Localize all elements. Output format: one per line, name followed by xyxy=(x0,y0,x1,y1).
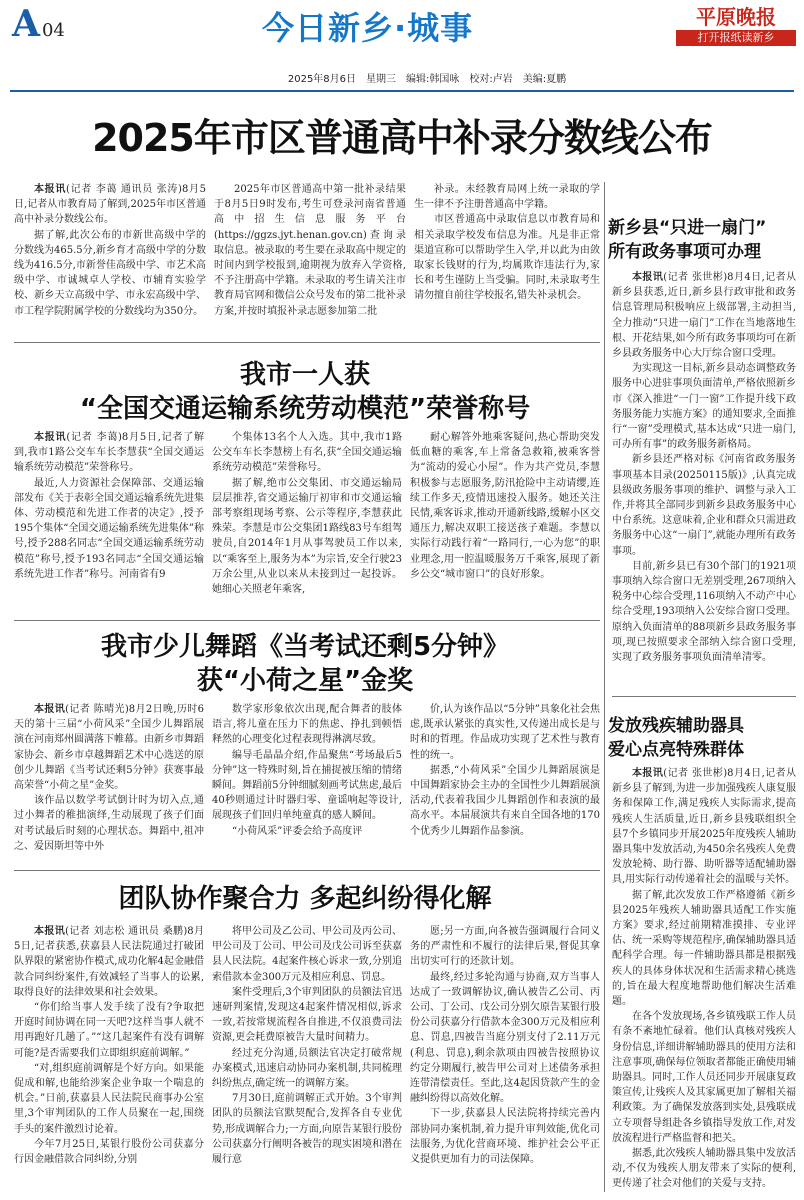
paragraph xyxy=(212,430,402,476)
paragraph xyxy=(14,228,206,319)
paragraph-text: “小荷风采”评委会给予高度评 xyxy=(232,825,363,837)
article2-headline-line1: 我市一人获 xyxy=(239,360,370,390)
page-letter: A xyxy=(12,3,40,45)
article2-col2 xyxy=(212,430,402,615)
newspaper-logo xyxy=(676,6,796,46)
main-headline: 2025年市区普通高中补录分数线公布 xyxy=(92,116,712,160)
article3-headline-line1: 我市少儿舞蹈《当考试还剩5分钟》 xyxy=(100,632,510,662)
article3-col3 xyxy=(410,702,600,864)
dateline-lead: 本报讯 xyxy=(34,704,66,715)
side1-body xyxy=(612,270,796,690)
paragraph xyxy=(414,212,600,303)
side2-headline xyxy=(608,714,796,762)
paragraph xyxy=(214,182,406,319)
article4-headline: 团队协作聚合力 多起纠纷得化解 xyxy=(118,884,492,914)
main-article-col1 xyxy=(14,182,206,332)
paragraph-text: 新乡县还严格对标《河南省政务服务事项基本目录(20250115版)》,认真完成县级政务服务事项的维护、调整与录入工作,并将其全部同步到新乡县政务服务中心中台系统。这意味着,企业和群众只需进政务服务中心这“一扇门”,就能办理所有政务事项。 xyxy=(612,454,796,557)
paragraph xyxy=(410,970,600,1107)
paragraph xyxy=(410,430,600,582)
article3-headline-line2: 获“小荷之星”金奖 xyxy=(196,666,414,696)
side2-headline-line1: 发放残疾辅助器具 xyxy=(608,716,744,736)
paragraph-text: (记者 陈晴光)8月2日晚,历时6天的第十三届“小荷风采”全国少儿舞蹈展演在河南郑州圆满落下帷幕。由新乡市舞蹈家协会、新乡市卓越舞蹈艺术中心选送的原创少儿舞蹈《当考试还剩5分钟》获赛事最高荣誉“小荷之星”金奖。 xyxy=(14,704,204,792)
column-divider xyxy=(604,182,605,1192)
paragraph xyxy=(410,702,600,763)
logo-text: 平原晚报 xyxy=(696,5,776,29)
paragraph xyxy=(212,1091,402,1167)
paragraph-text: 编导毛晶晶介绍,作品聚焦“考场最后5分钟”这一特殊时刻,旨在捕捉被压缩的情绪瞬间。舞蹈前5分钟细腻刻画考试焦虑,最后40秒则通过计时器归零、童谣响起等设计,展现孩子们回归单纯童真的感人瞬间。 xyxy=(212,749,402,822)
main-article-col2 xyxy=(214,182,406,332)
paragraph xyxy=(612,1146,796,1192)
side1-headline xyxy=(608,216,796,264)
page-num: 04 xyxy=(41,20,65,41)
logo-slogan: 打开报纸读新乡 xyxy=(676,30,796,46)
paragraph xyxy=(612,888,796,1010)
paragraph-text: 在各个发放现场,各乡镇残联工作人员有条不紊地忙碌着。他们认真核对残疾人身份信息,详细讲解辅助器具的使用方法和注意事项,确保每位领取者都能正确使用辅助器具。同时,工作人员还同步开展康复政策宣传,让残疾人及其家属更加了解相关福利政策。为了确保发放落到实处,县残联成立专项督导组赴各乡镇指导发放工作,对发放流程进行严格监督和把关。 xyxy=(612,1011,796,1144)
paragraph-text: 为实现这一目标,新乡县动态调整政务服务中心进驻事项负面清单,严格依照新乡市《深入推进“一门一窗”工作提升线下政务服务能力实施方案》的通知要求,全面推行“一窗”受理模式,基本达成“只进一扇门,可办所有事”的政务服务新格局。 xyxy=(612,363,796,451)
paragraph xyxy=(410,924,600,970)
article3-col2 xyxy=(212,702,402,864)
paragraph xyxy=(212,476,402,598)
side1-headline-line1: 新乡县“只进一扇门” xyxy=(608,218,767,238)
paragraph-text: 价,认为该作品以“5分钟”具象化社会焦虑,既承认紧张的真实性,又传递出成长是与时和的哲理。作品成功实现了艺术性与教育性的统一。 xyxy=(410,704,600,761)
paragraph-text: 今年7月25日,某银行股份公司获嘉分行因金融借款合同纠纷,分别 xyxy=(14,1138,204,1166)
paragraph xyxy=(212,1046,402,1092)
paragraph xyxy=(14,1061,204,1137)
paragraph xyxy=(14,430,204,476)
side2-headline-line2: 爱心点亮特殊群体 xyxy=(608,740,744,760)
paragraph-text: 市区普通高中录取信息以市教育局和相关录取学校发布信息为准。凡是非正常渠道宣称可以帮助学生入学,并以此为由敛取家长钱财的行为,均属欺诈违法行为,家长和考生谨防上当受骗。同时,未录取考生请勿擅自前往学校报名,错失补录机会。 xyxy=(414,214,600,302)
article4-col1 xyxy=(14,924,204,1194)
paragraph-text: 下一步,获嘉县人民法院将持续完善内部协同办案机制,着力提升审判效能,优化司法服务,为优化营商环境、维护社会公平正义提供更加有力的司法保障。 xyxy=(410,1108,600,1166)
issue-info: 2025年8月6日 星期三 编辑:韩国咏 校对:卢岩 美编:夏鹏 xyxy=(287,74,567,85)
article4-col3 xyxy=(410,924,600,1194)
paragraph xyxy=(14,1137,204,1167)
dateline-lead: 本报讯 xyxy=(34,926,66,937)
paragraph xyxy=(612,270,796,361)
dateline-lead: 本报讯 xyxy=(632,768,664,779)
side1-headline-line2: 所有政务事项可办理 xyxy=(608,242,761,262)
paragraph-text: 个集体13名个人入选。其中,我市1路公交车车长李慧榜上有名,获“全国交通运输系统劳动模范”荣誉称号。 xyxy=(212,432,402,474)
paragraph-text: 将甲公司及乙公司、甲公司及丙公司、甲公司及丁公司、甲公司及戊公司诉至获嘉县人民法院。4起案件核心诉求一致,分别追索借款本金300万元及相应利息、罚息。 xyxy=(212,926,402,983)
paragraph-text: 耐心解答外地乘客疑问,热心帮助突发低血糖的乘客,车上常备急救箱,被乘客誉为“流动的爱心小屋”。作为共产党员,李慧积极参与志愿服务,防汛抢险中主动请缨,连续工作多天,疫情迅速投入服务。她还关注民情,乘客诉求,推动开通新线路,缓解小区交通压力,解决双职工接送孩子难题。李慧以实际行动践行着“一路同行,一心为您”的职业理念,用一腔温暖服务万千乘客,展现了新乡公交“城市窗口”的良好形象。 xyxy=(410,432,600,580)
paragraph-text: “对,组织庭前调解是个好方向。如果能促成和解,也能给涉案企业争取一个喘息的机会。”日前,获嘉县人民法院民商事办公室里,3个审判团队的工作人员聚在一起,围绕手头的案件激烈讨论着。 xyxy=(14,1062,204,1135)
header-rule xyxy=(10,90,794,92)
main-article-col3 xyxy=(414,182,600,332)
paragraph-text: (记者 李蔼 通讯员 张涛)8月5日,记者从市教育局了解到,2025年市区普通高中补录分数线公布。 xyxy=(14,184,206,226)
dateline-lead: 本报讯 xyxy=(632,272,664,283)
paragraph-text: 据悉,“小荷风采”全国少儿舞蹈展演是中国舞蹈家协会主办的全国性少儿舞蹈展演活动,代表着我国少儿舞蹈创作和表演的最高水平。本届展演共有来自全国各地的170个优秀少儿舞蹈作品参演。 xyxy=(410,764,600,837)
paragraph-text: 据悉,此次残疾人辅助器具集中发放活动,不仅为残疾人朋友带来了实际的便利,更传递了社会对他们的关爱与支持。 xyxy=(612,1148,796,1190)
paragraph xyxy=(212,824,402,839)
page-number xyxy=(12,4,65,51)
side2-body xyxy=(612,766,796,1194)
paragraph xyxy=(612,452,796,558)
paragraph-text: 据了解,绝市公交集团、市交通运输局层层推荐,省交通运输厅初审和市交通运输部考察组现场考察、公示等程序,李慧获此殊荣。李慧是市公交集团1路线83号车组驾驶员,自2014年1月从事驾驶员工作以来,以“乘客至上,服务为本”为宗旨,安全行驶23万余公里,从业以来从未接到过一起投诉。她细心关照老年乘客, xyxy=(212,477,402,596)
dateline-lead: 本报讯 xyxy=(34,432,67,443)
article2-col1 xyxy=(14,430,204,615)
paragraph xyxy=(612,766,796,888)
paragraph xyxy=(14,924,204,1000)
paragraph-text: 最近,人力资源社会保障部、交通运输部发布《关于表彰全国交通运输系统先进集体、劳动模范和先进工作者的决定》,授予195个集体“全国交通运输系统先进集体”称号,授予288名同志“全国交通运输系统劳动模范”称号,授予193名同志“全国交通运输系统先进工作者”称号。河南省有9 xyxy=(14,477,204,580)
article-divider xyxy=(14,342,600,343)
paragraph xyxy=(14,793,204,854)
paragraph xyxy=(410,763,600,839)
article-divider xyxy=(14,870,600,871)
paragraph-text: 经过充分沟通,员额法官决定打破常规办案模式,迅速启动协同办案机制,共同梳理纠纷焦点,确定统一的调解方案。 xyxy=(212,1047,402,1090)
paragraph-text: (记者 张世彬)8月4日,记者从新乡县获悉,近日,新乡县行政审批和政务信息管理局积极响应上级部署,主动担当,全力推动“只进一扇门”工作在当地落地生根、开花结果,如今所有政务事项均可在新乡县政务服务中心大厅综合窗口受理。 xyxy=(612,272,796,360)
article3-col1 xyxy=(14,702,204,864)
paragraph-text: 该作品以数学考试倒计时为切入点,通过小舞者的稚拙演绎,生动展现了孩子们面对考试最后时刻的心理状态。舞蹈中,祖冲之、爱因斯坦等中外 xyxy=(14,795,204,852)
paragraph xyxy=(212,748,402,824)
paragraph-text: 最终,经过多轮沟通与协商,双方当事人达成了一致调解协议,确认被告乙公司、丙公司、丁公司、戊公司分别欠原告某银行股份公司获嘉分行借款本金300万元及相应利息、罚息,四被告当庭分别支付了2.11万元(利息、罚息),剩余款项由四被告按照协议约定分期履行,被告甲公司对上述债务承担连带清偿责任。至此,这4起因贷款产生的金融纠纷得以高效化解。 xyxy=(410,971,600,1105)
paragraph-text: 据了解,此次发放工作严格遵循《新乡县2025年残疾人辅助器具适配工作实施方案》要求,经过前期精准摸排、专业评估、统一采购等规范程序,确保辅助器具适配科学合理。每一件辅助器具都是根据残疾人的具体身体状况和生活需求精心挑选的,旨在最大程度地帮助他们解决生活难题。 xyxy=(612,889,796,1008)
paragraph xyxy=(14,476,204,582)
paragraph-text: 据了解,此次公布的市新世高级中学的分数线为465.5分,新乡育才高级中学的分数线为416.5分,市新誉佳高级中学、市艺术高级中学、市诚城卓人学校、市辅育实验学校、新乡天立高级中学、市永宏高级中学、市工程学院附属学校的分数线均为350分。 xyxy=(14,229,206,317)
paragraph-text: (记者 李蔼)8月5日,记者了解到,我市1路公交车车长李慧获“全国交通运输系统劳动模范”荣誉称号。 xyxy=(14,432,204,474)
paragraph xyxy=(612,1009,796,1146)
paragraph-text: 补录。未经教育局网上统一录取的学生一律不予注册普通高中学籍。 xyxy=(414,184,600,211)
paragraph xyxy=(212,702,402,748)
paragraph xyxy=(612,361,796,452)
paragraph xyxy=(212,924,402,985)
paragraph-text: (记者 张世彬)8月4日,记者从新乡县了解到,为进一步加强残疾人康复服务和保障工作,满足残疾人实际需求,提高残疾人生活质量,近日,新乡县残联组织全县7个乡镇同步开展2025年度残疾人辅助器具集中发放活动,为450余名残疾人免费发放轮椅、助行器、助听器等适配辅助器具,用实际行动传递着社会的温暖与关怀。 xyxy=(612,768,796,886)
paragraph-text: 案件受理后,3个审判团队的员额法官迅速研判案情,发现这4起案件情况相似,诉求一致,若按常规流程各自推进,不仅浪费司法资源,更会耗费原被告大量时间精力。 xyxy=(212,986,402,1044)
paragraph-text: 7月30日,庭前调解正式开始。3个审判团队的员额法官默契配合,发挥各自专业优势,形成调解合力;一方面,向原告某银行股份公司获嘉分行阐明各被告的现实困境和潜在履行意 xyxy=(212,1093,402,1166)
article2-col3 xyxy=(410,430,600,615)
article-divider xyxy=(14,620,600,621)
paragraph-text: 愿;另一方面,向各被告强调履行合同义务的严肃性和不履行的法律后果,督促其拿出切实可行的还款计划。 xyxy=(410,926,600,968)
paragraph xyxy=(410,1106,600,1167)
paragraph xyxy=(14,702,204,793)
article4-col2 xyxy=(212,924,402,1194)
article-divider xyxy=(612,696,796,697)
paragraph-text: (记者 刘志松 通讯员 桑鹏)8月5日,记者获悉,获嘉县人民法院通过打破团队界限的紧密协作模式,成功化解4起金融借款合同纠纷案件,有效减轻了当事人的讼累,取得良好的法律效果和社会效果。 xyxy=(14,926,204,998)
article3-headline xyxy=(10,630,600,698)
article2-headline-line2: “全国交通运输系统劳动模范”荣誉称号 xyxy=(79,394,531,424)
paragraph-text: 数学家形象依次出现,配合舞者的肢体语言,将儿童在压力下的焦虑、挣扎到顿悟释然的心理变化过程表现得淋漓尽致。 xyxy=(212,704,402,746)
paragraph xyxy=(14,1000,204,1061)
article2-headline xyxy=(10,358,600,426)
paragraph-text: “你们给当事人发手续了没有?争取把开庭时间协调在同一天吧?这样当事人就不用再跑好几趟了。”“这几起案件有没有调解可能?是否需要我们立即组织庭前调解。” xyxy=(14,1002,204,1059)
paragraph xyxy=(414,182,600,212)
paragraph xyxy=(612,559,796,665)
dateline-lead: 本报讯 xyxy=(34,184,66,195)
paragraph-text: 目前,新乡县已有30个部门的1921项事项纳入综合窗口无差别受理,267项纳入税务中心综合受理,116项纳入不动产中心综合受理,193项纳入公安综合窗口受理。原纳入负面清单的88项新乡县政务服务事项,现已按照要求全部纳入综合窗口受理,实现了政务服务事项负面清单清零。 xyxy=(612,560,796,664)
section-title: 今日新乡·城事 xyxy=(262,9,474,47)
paragraph xyxy=(212,985,402,1046)
paragraph xyxy=(14,182,206,228)
paragraph-text: 2025年市区普通高中第一批补录结果于8月5日9时发布,考生可登录河南省普通高中招生信息服务平台(https://ggzs.jyt.henan.gov.cn)查询录取信息。被录取的考生要在录取高中规定的时间内到学校报到,逾期视为放弃入学资格,不予注册高中学籍。未录取的考生请关注市教育局官网和微信公众号发布的第二批补录方案,并按时填报补录志愿参加第二批 xyxy=(214,184,406,317)
